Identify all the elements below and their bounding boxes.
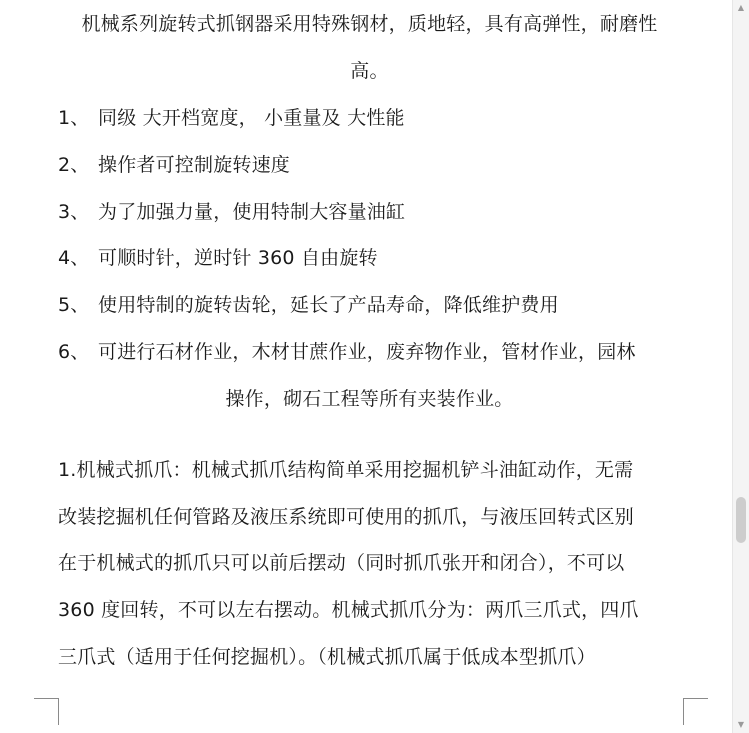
feature-number: 6、 [58, 341, 90, 363]
vertical-scrollbar[interactable] [732, 0, 749, 733]
scroll-up-icon[interactable]: ▲ [737, 3, 745, 12]
feature-number: 1、 [58, 107, 90, 129]
paragraph-line-3: 在于机械式的抓爪只可以前后摆动（同时抓爪张开和闭合），不可以 [58, 552, 625, 574]
feature-item-4 [58, 246, 681, 270]
page-corner-mark-right [683, 698, 708, 725]
feature-text: 为了加强力量，使用特制大容量油缸 [98, 201, 406, 223]
paragraph-line-2: 改装挖掘机任何管路及液压系统即可使用的抓爪，与液压回转式区别 [58, 506, 635, 528]
feature-item-6 [58, 340, 681, 364]
feature-item-1 [58, 106, 681, 130]
scrollbar-thumb[interactable] [736, 497, 746, 543]
paragraph-line-4: 360 度回转，不可以左右摆动。机械式抓爪分为：两爪三爪式，四爪 [58, 599, 639, 621]
feature-number: 4、 [58, 247, 90, 269]
feature-item-3 [58, 200, 681, 224]
feature-item-5 [58, 293, 681, 317]
feature-text: 可进行石材作业，木材甘蔗作业，废弃物作业，管材作业，园林 [98, 341, 636, 363]
feature-item-6-continuation: 操作，砌石工程等所有夹装作业。 [225, 388, 514, 410]
feature-number: 5、 [58, 294, 90, 316]
paragraph-line-5: 三爪式（适用于任何挖掘机）。（机械式抓爪属于低成本型抓爪） [58, 646, 596, 668]
intro-line-2: 高。 [350, 60, 389, 82]
feature-text: 操作者可控制旋转速度 [98, 154, 291, 176]
feature-item-2 [58, 153, 681, 177]
paragraph-line-1: 1.机械式抓爪：机械式抓爪结构简单采用挖掘机铲斗油缸动作，无需 [58, 459, 634, 481]
feature-text: 可顺时针，逆时针 360 自由旋转 [98, 247, 378, 269]
page-corner-mark-left [34, 698, 59, 725]
intro-line-1: 机械系列旋转式抓钢器采用特殊钢材，质地轻，具有高弹性，耐磨性 [81, 13, 658, 35]
scroll-down-icon[interactable]: ▼ [737, 720, 745, 729]
feature-text: 使用特制的旋转齿轮，延长了产品寿命，降低维护费用 [98, 294, 559, 316]
feature-text: 同级 大开档宽度， 小重量及 大性能 [98, 107, 405, 129]
feature-number: 2、 [58, 154, 90, 176]
feature-number: 3、 [58, 201, 90, 223]
